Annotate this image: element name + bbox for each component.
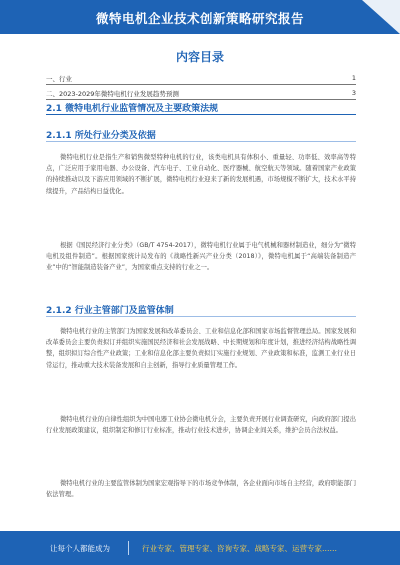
toc-entry-label: 二、2023-2029年微特电机行业发展趋势预测 — [46, 90, 179, 98]
paragraph: 微特电机行业的主管部门为国家发展和改革委员会、工业和信息化部和国家市场监督管理总局。国家发展和改革委员会主要负责拟订并组织实施国民经济和社会发展战略、中长期规划和年度计划，推进经济结构战略性调整，组织拟订综合性产业政策；工业和信息化部主要负责拟订实施行业规划、产业政策和标准，监测工业行业日常运行，推动重大技术装备发展和自主创新，指导行业质量管理工作。 — [46, 328, 356, 369]
footer-bar — [0, 531, 400, 565]
paragraph: 微特电机行业的自律性组织为中国电器工业协会微电机分会，主要负责开展行业调查研究，向政府部门提出行业发展政策建议，组织制定和修订行业标准，推动行业技术进步，协调企业间关系，维护会员合法权益。 — [46, 416, 356, 435]
table-of-contents — [46, 72, 356, 102]
paragraph: 根据《国民经济行业分类》（GB/T 4754-2017），微特电机行业属于电气机械和器材制造业，细分为“微特电机及组件制造”。根据国家统计局发布的《战略性新兴产业分类（2018）》，微特电机属于“高端装备制造产业”中的“智能制造装备产业”，为国家重点支持的行业之一。 — [46, 242, 356, 272]
subsection-rule — [46, 141, 356, 142]
section-title: 2.1 微特电机行业监管情况及主要政策法规 — [46, 104, 219, 114]
subsection-rule — [46, 316, 356, 317]
section-rule — [46, 114, 356, 115]
header-bar — [0, 0, 400, 34]
toc-entry-label: 一、行业 — [46, 75, 72, 83]
footer-divider — [128, 541, 129, 555]
subsection-title: 2.1.2 行业主管部门及监管体制 — [46, 306, 174, 316]
toc-entry-page: 3 — [351, 89, 356, 97]
paragraph: 微特电机行业的主要监管体制为国家宏观指导下的市场竞争体制，各企业面向市场自主经营，政府职能部门依法管理。 — [46, 480, 356, 499]
toc-heading: 内容目录 — [175, 50, 224, 64]
toc-entry-page: 1 — [351, 74, 356, 82]
paragraph: 微特电机行业是指生产和销售微型特种电机的行业，该类电机具有体积小、重量轻、功率低、效率高等特点，广泛应用于家用电器、办公设备、汽车电子、工业自动化、医疗器械、航空航天等领域。随着国家产业政策的持续推动以及下游应用领域的不断扩展，微特电机行业迎来了新的发展机遇，市场规模不断扩大，技术水平持续提升，产品结构日益优化。 — [46, 154, 356, 195]
footer-slogan-left: 让每个人都能成为 — [50, 544, 110, 553]
footer-slogan-right: 行业专家、管理专家、咨询专家、战略专家、运营专家…… — [142, 544, 337, 553]
toc-entry[interactable] — [46, 87, 356, 100]
report-title: 微特电机企业技术创新策略研究报告 — [95, 11, 304, 26]
toc-entry[interactable] — [46, 72, 356, 85]
subsection-title: 2.1.1 所处行业分类及依据 — [46, 131, 156, 141]
